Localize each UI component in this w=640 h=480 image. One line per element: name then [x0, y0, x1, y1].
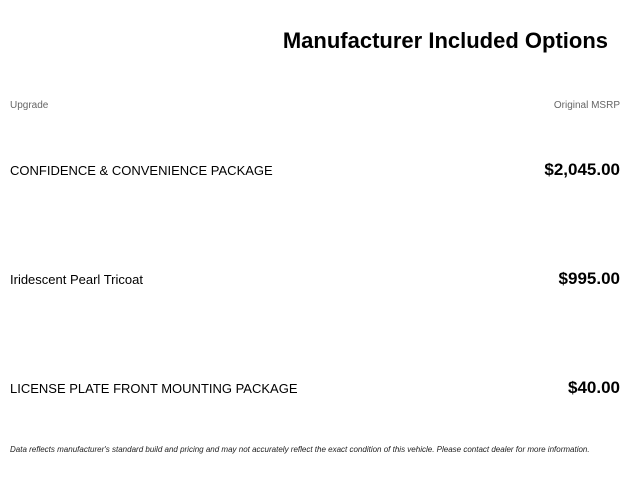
option-name: LICENSE PLATE FRONT MOUNTING PACKAGE	[10, 381, 298, 396]
option-price: $995.00	[558, 269, 620, 288]
option-name: Iridescent Pearl Tricoat	[10, 272, 143, 287]
option-row	[10, 159, 620, 183]
upgrade-column-header: Upgrade	[10, 100, 49, 111]
page-title: Manufacturer Included Options	[282, 28, 608, 53]
msrp-column-header: Original MSRP	[553, 100, 620, 111]
option-row	[10, 377, 620, 401]
option-price: $40.00	[568, 378, 620, 397]
option-name: CONFIDENCE & CONVENIENCE PACKAGE	[10, 163, 273, 178]
option-price: $2,045.00	[544, 160, 620, 179]
disclaimer-text: Data reflects manufacturer's standard build and pricing and may not accurately reflect the exact condition of this vehicle. Please contact dealer for more information.	[10, 445, 590, 454]
option-row	[10, 268, 620, 292]
